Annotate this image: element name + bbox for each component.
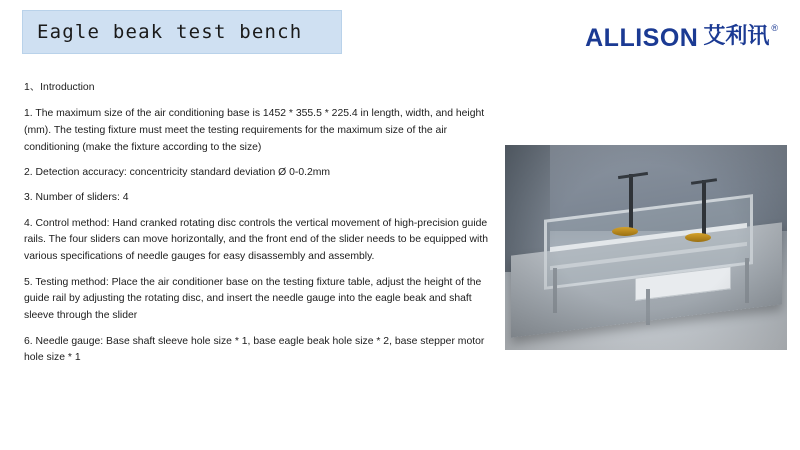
- photo-vignette: [505, 145, 787, 350]
- document-title-box: [22, 10, 342, 54]
- page-title: Eagle beak test bench: [37, 21, 303, 43]
- registered-trademark-icon: ®: [771, 23, 778, 33]
- body-paragraph: 1、Introduction: [24, 82, 95, 93]
- test-bench-photo: [505, 145, 787, 350]
- logo-chinese-name: 艾利讯: [703, 24, 770, 49]
- body-paragraph: 3. Number of sliders: 4: [24, 192, 129, 204]
- body-paragraph: 4. Control method: Hand cranked rotating disc controls the vertical movement of high-precision guide rails. The four sliders can move horizontally, and the front end of the slider needs to be equipped with various specifications of needle gauges for easy disassembly and assembly.: [24, 217, 489, 263]
- logo-wordmark: ALLISON: [585, 24, 699, 52]
- body-paragraph: 5. Testing method: Place the air conditioner base on the testing fixture table, adjust the height of the guide rail by adjusting the rotating disc, and insert the needle gauge into the eagle beak and shaft sleeve through the slider: [24, 276, 482, 322]
- body-paragraph: 6. Needle gauge: Base shaft sleeve hole size * 1, base eagle beak hole size * 2, base stepper motor hole size * 1: [24, 335, 485, 364]
- body-paragraph: 2. Detection accuracy: concentricity standard deviation Ø 0-0.2mm: [24, 166, 331, 178]
- body-paragraph: 1. The maximum size of the air conditioning base is 1452 * 355.5 * 225.4 in length, width, and height (mm). The testing fixture must meet the testing requirements for the maximum size of the air conditioning (make the fixture according to the size): [24, 107, 485, 153]
- document-body: [24, 80, 494, 376]
- company-logo: [585, 23, 778, 52]
